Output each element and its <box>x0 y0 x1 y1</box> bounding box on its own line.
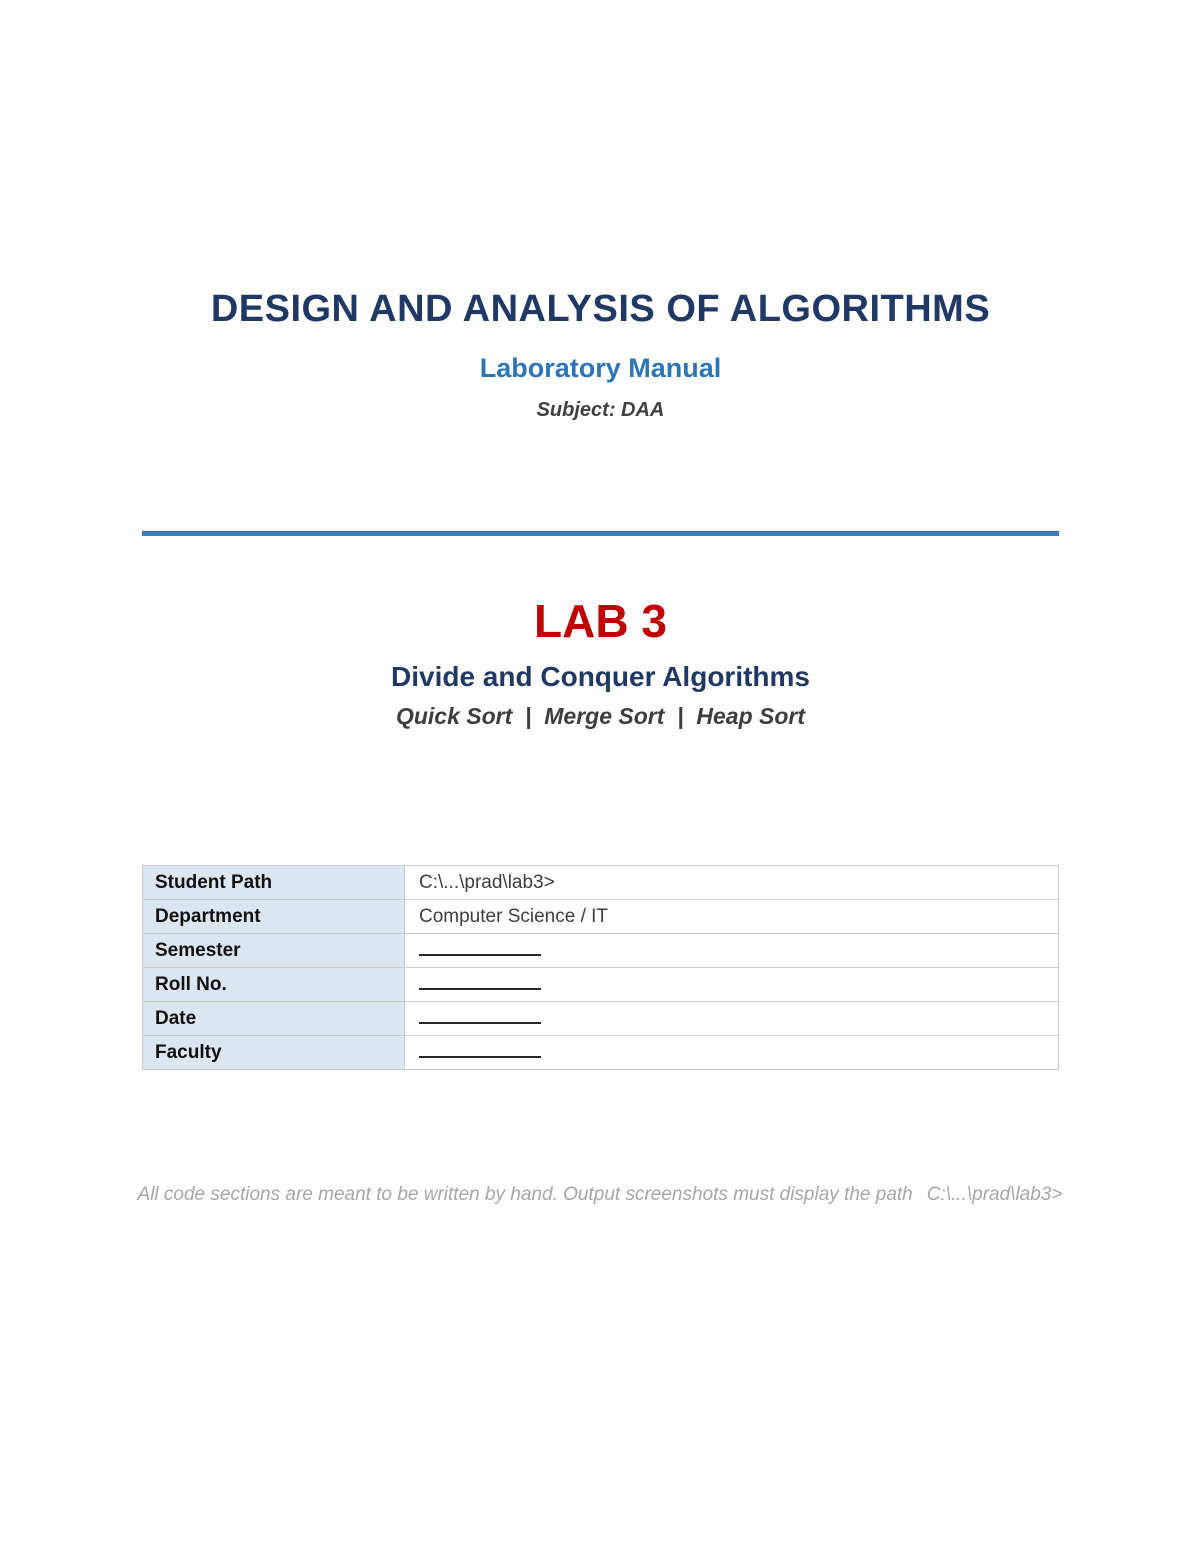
lab-topic-heading: Divide and Conquer Algorithms <box>391 661 810 692</box>
table-row-student-path <box>143 866 1059 900</box>
blank-fill-line <box>419 976 541 990</box>
document-header <box>142 288 1059 421</box>
blank-fill-line <box>419 1044 541 1058</box>
blank-fill-line <box>419 1010 541 1024</box>
table-row-department <box>143 900 1059 934</box>
row-label: Roll No. <box>143 968 405 1002</box>
row-label: Faculty <box>143 1036 405 1070</box>
divider-rule <box>142 531 1059 536</box>
document-subtitle: Laboratory Manual <box>479 352 722 383</box>
document-title: DESIGN AND ANALYSIS OF ALGORITHMS <box>210 288 991 330</box>
info-table-container <box>142 865 1059 1070</box>
table-row-semester <box>143 934 1059 968</box>
row-label: Date <box>143 1002 405 1036</box>
row-value <box>405 866 1059 900</box>
row-value-text: C:\...\prad\lab3> <box>419 871 555 893</box>
row-value <box>405 900 1059 934</box>
info-table <box>142 865 1059 1070</box>
footer-note-path: C:\...\prad\lab3> <box>926 1184 1063 1205</box>
row-value <box>405 934 1059 968</box>
table-row-date <box>143 1002 1059 1036</box>
document-subject: Subject: DAA <box>536 399 665 422</box>
table-row-faculty <box>143 1036 1059 1070</box>
row-value <box>405 968 1059 1002</box>
row-value <box>405 1002 1059 1036</box>
row-label: Department <box>143 900 405 934</box>
lab-algorithms-list: Quick Sort | Merge Sort | Heap Sort <box>395 702 806 729</box>
lab-heading-block <box>142 595 1059 729</box>
lab-number-heading: LAB 3 <box>534 595 667 647</box>
row-value-text: Computer Science / IT <box>419 905 609 927</box>
footer-note-text: All code sections are meant to be written by hand. Output screenshots must display the path <box>137 1184 913 1205</box>
table-row-roll-no <box>143 968 1059 1002</box>
row-value <box>405 1036 1059 1070</box>
blank-fill-line <box>419 942 541 956</box>
row-label: Student Path <box>143 866 405 900</box>
row-label: Semester <box>143 934 405 968</box>
footer-note <box>0 1184 1200 1207</box>
